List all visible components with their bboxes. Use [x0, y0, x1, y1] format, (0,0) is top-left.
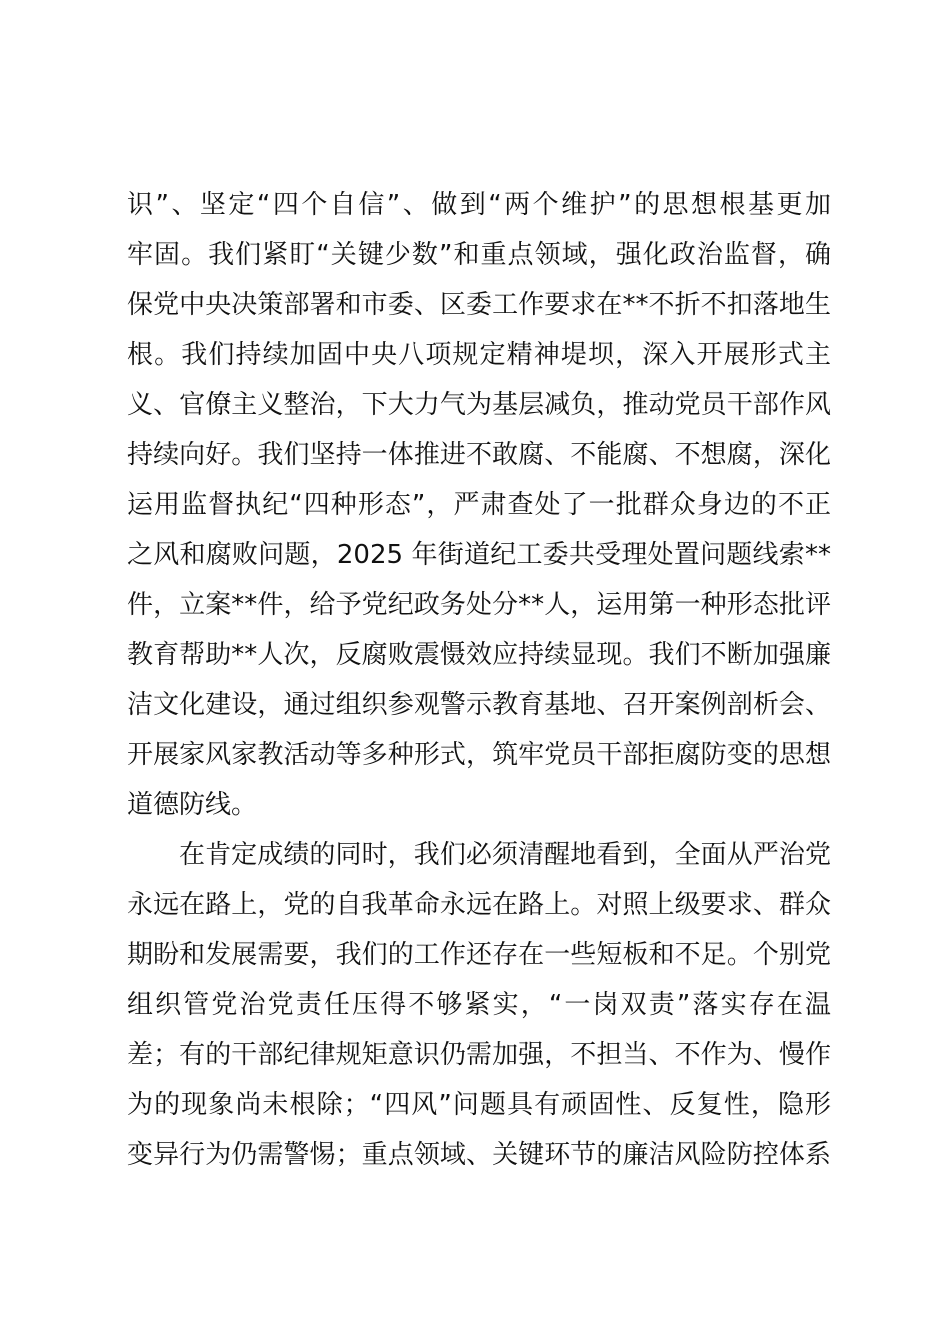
text-line: 识”、坚定“四个自信”、做到“两个维护”的思想根基更加 — [127, 190, 831, 220]
text-line: 运用监督执纪“四种形态”，严肃查处了一批群众身边的不正 — [127, 490, 831, 520]
text-line: 件，立案**件，给予党纪政务处分**人，运用第一种形态批评 — [127, 590, 831, 620]
text-line: 保党中央决策部署和市委、区委工作要求在**不折不扣落地生 — [127, 290, 831, 320]
text-line: 差；有的干部纪律规矩意识仍需加强，不担当、不作为、慢作 — [127, 1040, 831, 1070]
text-line: 教育帮助**人次，反腐败震慑效应持续显现。我们不断加强廉 — [127, 640, 831, 670]
text-line: 为的现象尚未根除；“四风”问题具有顽固性、反复性，隐形 — [127, 1090, 831, 1120]
text-line: 根。我们持续加固中央八项规定精神堤坝，深入开展形式主 — [127, 340, 831, 370]
text-line: 变异行为仍需警惕；重点领域、关键环节的廉洁风险防控体系 — [127, 1140, 831, 1170]
text-line: 牢固。我们紧盯“关键少数”和重点领域，强化政治监督，确 — [127, 240, 831, 270]
text-line: 义、官僚主义整治，下大力气为基层减负，推动党员干部作风 — [127, 390, 831, 420]
text-line: 开展家风家教活动等多种形式，筑牢党员干部拒腐防变的思想 — [127, 740, 831, 770]
text-line: 道德防线。 — [127, 790, 258, 820]
text-line: 洁文化建设，通过组织参观警示教育基地、召开案例剖析会、 — [127, 690, 831, 720]
document-page — [127, 180, 831, 1180]
text-line: 在肯定成绩的同时，我们必须清醒地看到，全面从严治党 — [179, 840, 831, 870]
text-line: 组织管党治党责任压得不够紧实，“一岗双责”落实存在温 — [127, 990, 831, 1020]
text-line: 永远在路上，党的自我革命永远在路上。对照上级要求、群众 — [127, 890, 831, 920]
text-line: 持续向好。我们坚持一体推进不敢腐、不能腐、不想腐，深化 — [127, 440, 831, 470]
text-line: 之风和腐败问题，2025 年街道纪工委共受理处置问题线索** — [127, 540, 831, 570]
paragraph-2 — [127, 830, 831, 1180]
text-line: 期盼和发展需要，我们的工作还存在一些短板和不足。个别党 — [127, 940, 831, 970]
paragraph-1 — [127, 180, 831, 830]
